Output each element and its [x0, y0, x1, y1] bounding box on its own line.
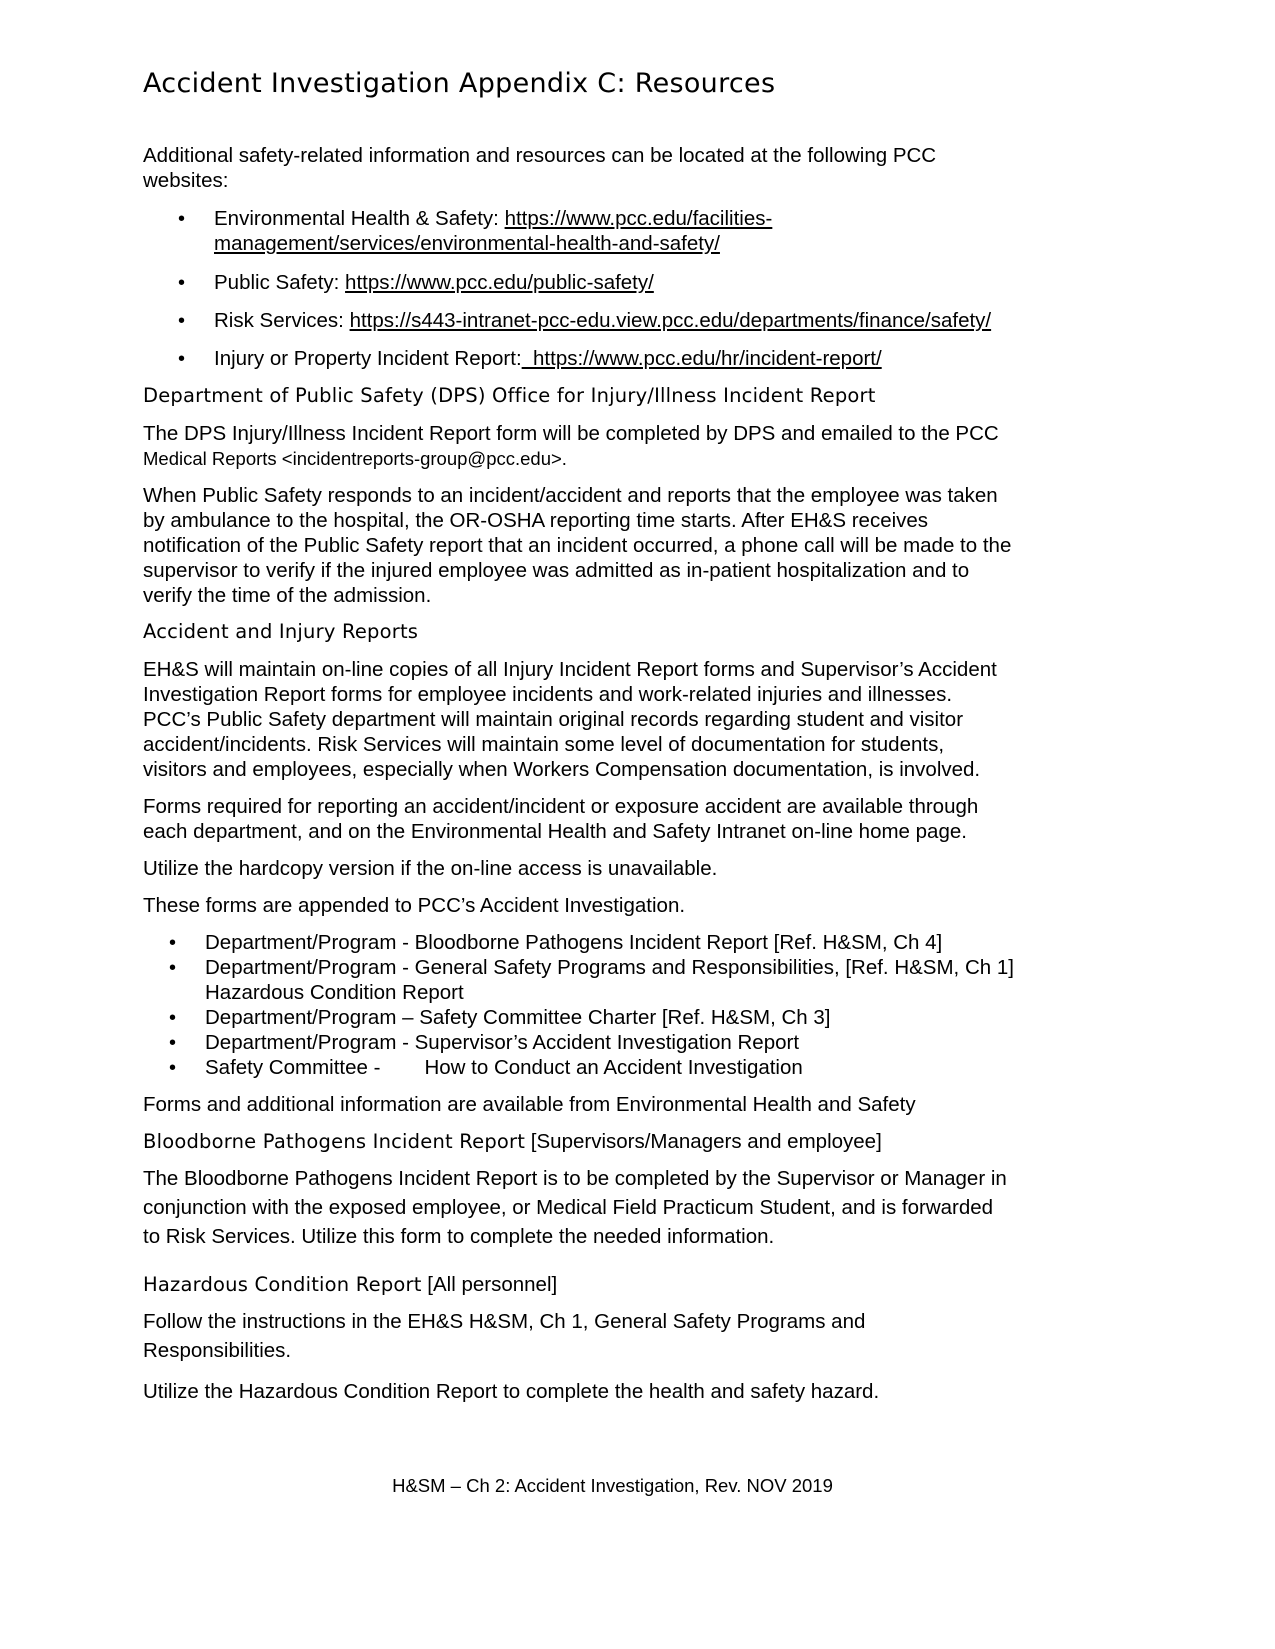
form-item: Department/Program – Safety Committee Charter [Ref. H&SM, Ch 3] — [205, 1006, 831, 1029]
text-line: verify the time of the admission. — [143, 584, 432, 607]
text-line: Investigation Report forms for employee incidents and work-related injuries and illnesses. — [143, 683, 953, 706]
text-line: to Risk Services. Utilize this form to complete the needed information. — [143, 1225, 775, 1248]
text-line: When Public Safety responds to an incident/accident and reports that the employee was taken — [143, 484, 998, 507]
form-item — [205, 1055, 803, 1080]
form-item: Department/Program - Bloodborne Pathogens Incident Report [Ref. H&SM, Ch 4] — [205, 931, 943, 954]
text-line: EH&S will maintain on-line copies of all Injury Incident Report forms and Supervisor’s Accident — [143, 658, 997, 681]
resource-item-public-safety — [214, 270, 654, 295]
intro-line: websites: — [143, 169, 229, 192]
text-line: supervisor to verify if the injured employee was admitted as in-patient hospitalization and to — [143, 559, 970, 582]
resource-label: Environmental Health & Safety: — [214, 207, 505, 230]
text-line: Responsibilities. — [143, 1339, 292, 1362]
form-item: Department/Program - Supervisor’s Accident Investigation Report — [205, 1031, 800, 1054]
reports-paragraph-4: These forms are appended to PCC’s Accident Investigation. — [143, 894, 686, 917]
footer-text: H&SM – Ch 2: Accident Investigation, Rev. NOV 2019 — [392, 1475, 833, 1496]
bullet-icon: • — [169, 1032, 177, 1054]
intro-line: Additional safety-related information and resources can be located at the following PCC — [143, 144, 937, 167]
hazardous-heading — [143, 1272, 557, 1297]
bullet-icon: • — [169, 957, 177, 979]
hazardous-paragraph-1 — [143, 1307, 865, 1365]
text-line: The DPS Injury/Illness Incident Report form will be completed by DPS and emailed to the PCC — [143, 422, 999, 445]
resource-label: Injury or Property Incident Report: — [214, 347, 522, 370]
dps-heading: Department of Public Safety (DPS) Office for Injury/Illness Incident Report — [143, 384, 876, 407]
form-item — [205, 955, 1014, 1005]
form-item-part: How to Conduct an Accident Investigation — [424, 1056, 803, 1079]
text-line: by ambulance to the hospital, the OR-OSHA reporting time starts. After EH&S receives — [143, 509, 929, 532]
bullet-icon: • — [178, 310, 186, 332]
bullet-icon: • — [169, 1057, 177, 1079]
bullet-icon: • — [169, 932, 177, 954]
bloodborne-heading — [143, 1129, 882, 1154]
intro-paragraph — [143, 143, 936, 193]
resource-label: Risk Services: — [214, 309, 350, 332]
ehs-link[interactable]: https://www.pcc.edu/facilities- — [504, 207, 773, 230]
form-item-line: Hazardous Condition Report — [205, 981, 464, 1004]
reports-paragraph-1 — [143, 657, 997, 782]
reports-paragraph-5: Forms and additional information are available from Environmental Health and Safety — [143, 1093, 916, 1116]
public-safety-link[interactable]: https://www.pcc.edu/public-safety/ — [345, 271, 654, 294]
bloodborne-paragraph — [143, 1164, 1007, 1251]
dps-paragraph-1 — [143, 421, 999, 471]
resource-item-ehs — [214, 206, 772, 256]
reports-paragraph-2 — [143, 794, 978, 844]
page-title: Accident Investigation Appendix C: Resources — [143, 68, 776, 99]
text-line: The Bloodborne Pathogens Incident Report is to be completed by the Supervisor or Manager in — [143, 1167, 1007, 1190]
form-item-part: Safety Committee - — [205, 1056, 381, 1079]
page-footer — [0, 1475, 1275, 1497]
reports-paragraph-3: Utilize the hardcopy version if the on-line access is unavailable. — [143, 857, 718, 880]
text-line: PCC’s Public Safety department will maintain original records regarding student and visitor — [143, 708, 964, 731]
heading-text: Bloodborne Pathogens Incident Report — [143, 1130, 526, 1153]
text-line: each department, and on the Environmental Health and Safety Intranet on-line home page. — [143, 820, 967, 843]
bullet-icon: • — [178, 348, 186, 370]
text-line: Forms required for reporting an accident/incident or exposure accident are available through — [143, 795, 979, 818]
text-line: visitors and employees, especially when Workers Compensation documentation, is involved. — [143, 758, 981, 781]
text-line: notification of the Public Safety report that an incident occurred, a phone call will be made to the — [143, 534, 1012, 557]
bullet-icon: • — [169, 1007, 177, 1029]
bullet-icon: • — [178, 208, 186, 230]
incident-report-link[interactable]: https://www.pcc.edu/hr/incident-report/ — [521, 347, 882, 370]
resource-label: Public Safety: — [214, 271, 346, 294]
text-line: Medical Reports <incidentreports-group@pcc.edu>. — [143, 448, 567, 469]
bullet-icon: • — [178, 272, 186, 294]
text-line: accident/incidents. Risk Services will maintain some level of documentation for students, — [143, 733, 945, 756]
heading-suffix: [Supervisors/Managers and employee] — [525, 1130, 882, 1153]
dps-paragraph-2 — [143, 483, 1011, 608]
reports-heading: Accident and Injury Reports — [143, 620, 419, 643]
text-line: conjunction with the exposed employee, or Medical Field Practicum Student, and is forwarded — [143, 1196, 994, 1219]
resource-item-incident-report — [214, 346, 882, 371]
hazardous-paragraph-2: Utilize the Hazardous Condition Report to complete the health and safety hazard. — [143, 1380, 880, 1403]
heading-suffix: [All personnel] — [421, 1273, 558, 1296]
form-item-line: Department/Program - General Safety Programs and Responsibilities, [Ref. H&SM, Ch 1] — [205, 956, 1014, 979]
heading-text: Hazardous Condition Report — [143, 1273, 422, 1296]
resource-item-risk-services — [214, 308, 991, 333]
risk-services-link[interactable]: https://s443-intranet-pcc-edu.view.pcc.edu/departments/finance/safety/ — [349, 309, 992, 332]
text-line: Follow the instructions in the EH&S H&SM, Ch 1, General Safety Programs and — [143, 1310, 866, 1333]
ehs-link-continued[interactable]: management/services/environmental-health-and-safety/ — [214, 232, 720, 255]
